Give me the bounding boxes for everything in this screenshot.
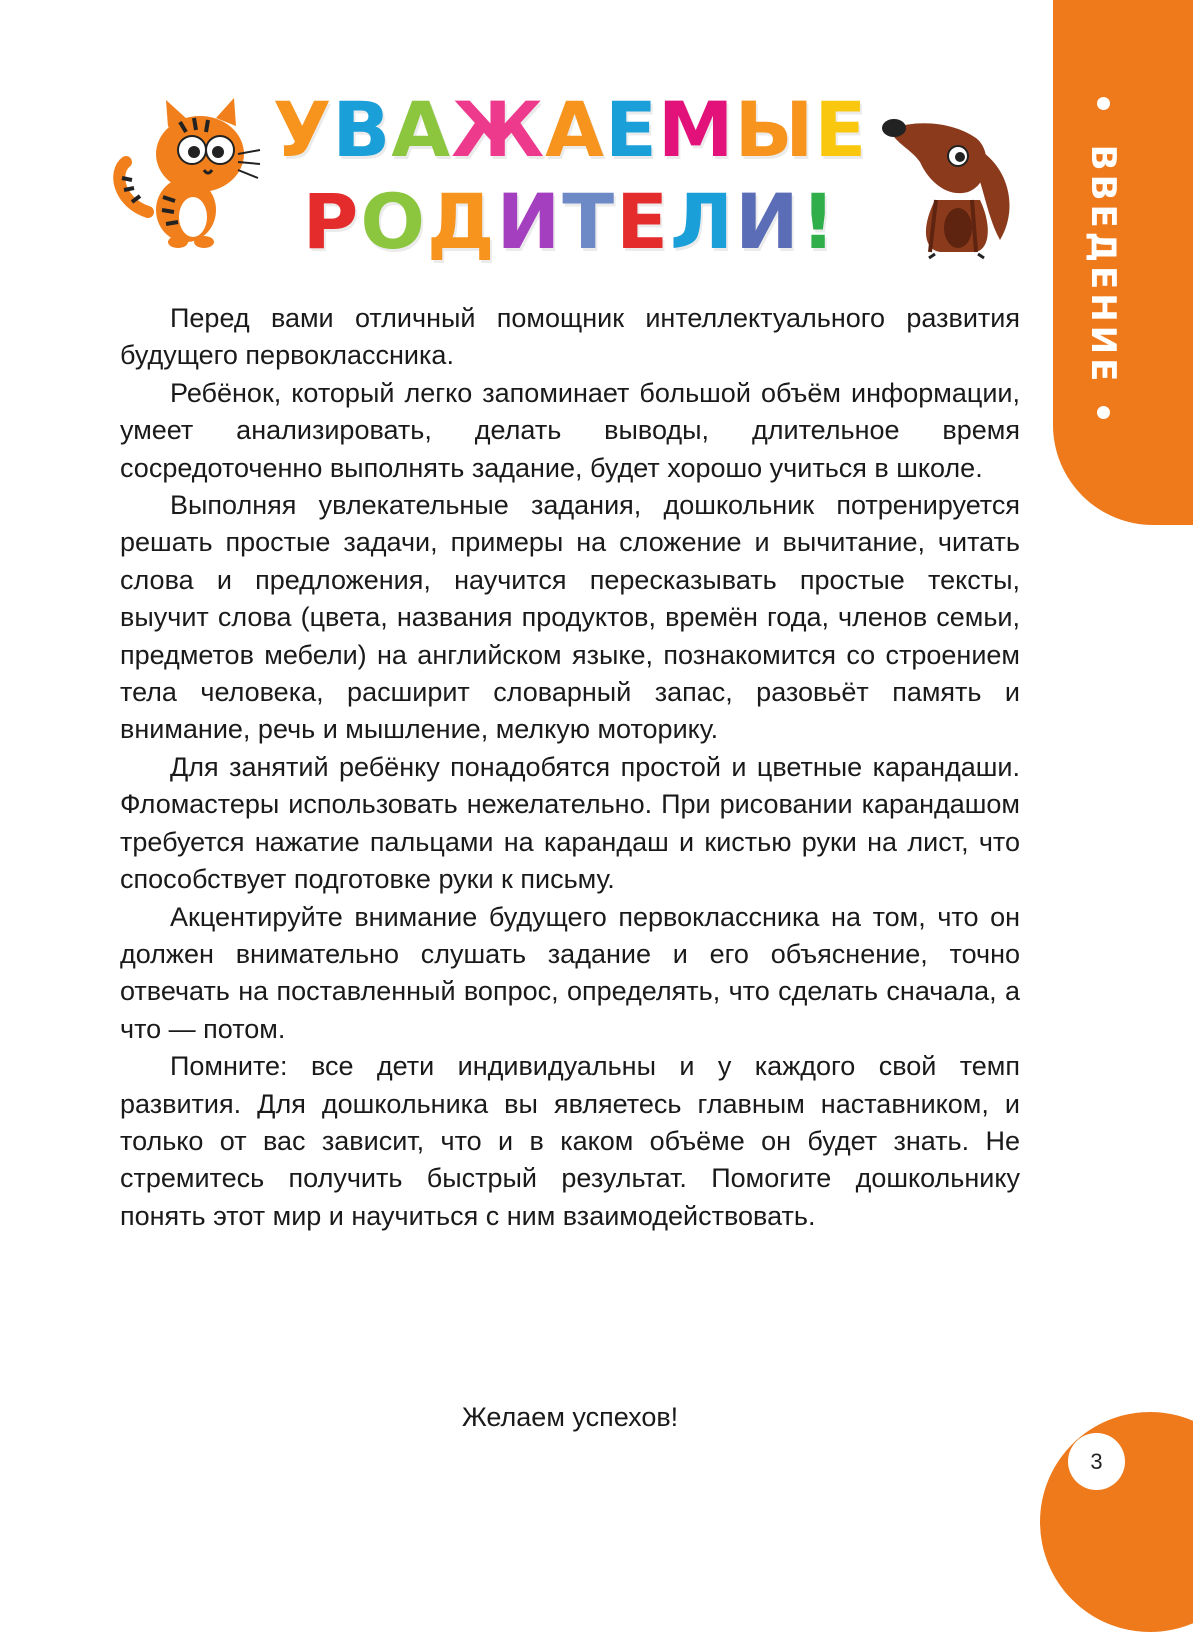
title-letter: В	[332, 85, 392, 174]
title-letter: А	[391, 85, 452, 174]
paragraph: Для занятий ребёнку понадобятся простой и цветные карандаши. Фломастеры использовать нежелательно. При рисовании карандашом требуется нажатие пальцами на карандаш и кистью руки на лист, что способствует подготовке руки к письму.	[120, 751, 1020, 895]
tab-dot-bottom	[1097, 406, 1110, 419]
closing-wish: Желаем успехов!	[461, 1402, 679, 1432]
intro-text	[120, 300, 1020, 1235]
tab-dot-top	[1097, 97, 1110, 110]
title-letter: И	[496, 177, 563, 266]
section-tab-label: ВВЕДЕНИЕ	[1083, 144, 1123, 386]
paragraph: Выполняя увлекательные задания, дошкольник потренируется решать простые задачи, примеры на сложение и вычитание, читать слова и предложения, научится пересказывать простые тексты, выучит слова (цвета, названия продуктов, времён года, членов семьи, предметов мебели) на английском языке, познакомится со строением тела человека, расширит словарный запас, разовьёт память и внимание, речь и мышление, мелкую моторику.	[120, 490, 1020, 745]
title-letter: А	[545, 85, 605, 174]
title-letter: Д	[426, 177, 497, 266]
title-letter: И	[735, 177, 801, 266]
paragraph: Ребёнок, который легко запоминает большой объём информации, умеет анализировать, делать выводы, длительное время сосредоточенно выполнять задание, будет хорошо учиться в школе.	[120, 377, 1020, 483]
page-number: 3	[1068, 1433, 1125, 1490]
title-letter: Л	[669, 177, 736, 266]
page-number-badge	[1040, 1412, 1193, 1632]
title-letter: Т	[562, 177, 617, 266]
title-letter: М	[657, 85, 735, 174]
title-letter: Е	[814, 85, 868, 174]
paragraph: Перед вами отличный помощник интеллектуального развития будущего первоклассника.	[120, 303, 1020, 371]
title-letter: Р	[302, 177, 361, 266]
title-letter: Ж	[451, 85, 546, 174]
title-letter: Е	[605, 85, 658, 174]
title-letter: Е	[616, 177, 670, 266]
page-title-line1	[260, 85, 880, 174]
paragraph: Помните: все дети индивидуальны и у каждого свой темп развития. Для дошкольника вы являетесь главным наставником, и только от вас зависит, что и в каком объёме он будет знать. Не стремитесь получить быстрый результат. Помогите дошкольнику понять этот мир и научиться с ним взаимодействовать.	[120, 1051, 1020, 1231]
title-letter: Ы	[734, 85, 815, 174]
paragraph: Акцентируйте внимание будущего первоклассника на том, что он должен внимательно слушать задание и его объяснение, точно отвечать на поставленный вопрос, определять, что сделать сначала, а что — потом.	[120, 901, 1020, 1044]
dog-illustration	[880, 100, 1020, 260]
title-letter: У	[272, 85, 333, 174]
title-letter: !	[800, 177, 838, 266]
title-letter: О	[360, 177, 427, 266]
page-title-line2	[260, 177, 880, 266]
cat-illustration	[108, 92, 268, 252]
section-tab	[1053, 0, 1193, 525]
